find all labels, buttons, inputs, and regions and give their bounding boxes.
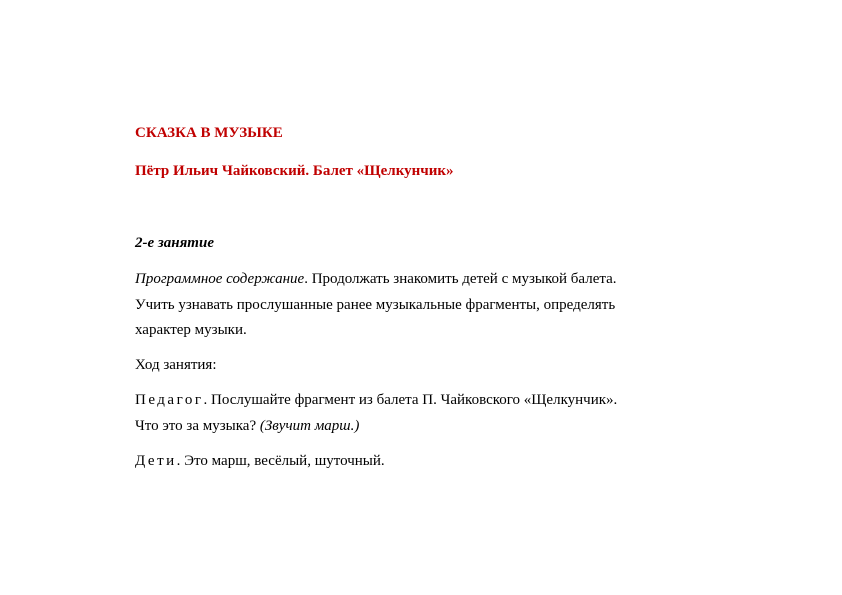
program-line-3: характер музыки. xyxy=(135,322,247,338)
teacher-line-2 xyxy=(135,417,359,435)
course-label: Ход занятия: xyxy=(135,357,217,373)
children-line-rest: . Это марш, весёлый, шуточный. xyxy=(176,453,385,469)
program-line-1 xyxy=(135,270,617,288)
children-speaker: Дети xyxy=(135,453,177,469)
teacher-question: Что это за музыка? xyxy=(135,418,260,434)
teacher-remark: (Звучит марш.) xyxy=(259,418,360,434)
document-subtitle: Пётр Ильич Чайковский. Балет «Щелкунчик» xyxy=(135,163,454,179)
children-line xyxy=(135,452,385,470)
program-line-2: Учить узнавать прослушанные ранее музыкальные фрагменты, определять xyxy=(135,297,616,313)
teacher-speaker: Педагог xyxy=(135,392,204,408)
teacher-line-1 xyxy=(135,391,617,409)
program-label: Программное содержание xyxy=(135,271,305,287)
program-line-1-rest: . Продолжать знакомить детей с музыкой балета. xyxy=(304,271,617,287)
document-title: СКАЗКА В МУЗЫКЕ xyxy=(135,125,283,141)
teacher-line-1-rest: . Послушайте фрагмент из балета П. Чайковского «Щелкунчик». xyxy=(203,392,618,408)
lesson-heading: 2-е занятие xyxy=(135,235,214,251)
